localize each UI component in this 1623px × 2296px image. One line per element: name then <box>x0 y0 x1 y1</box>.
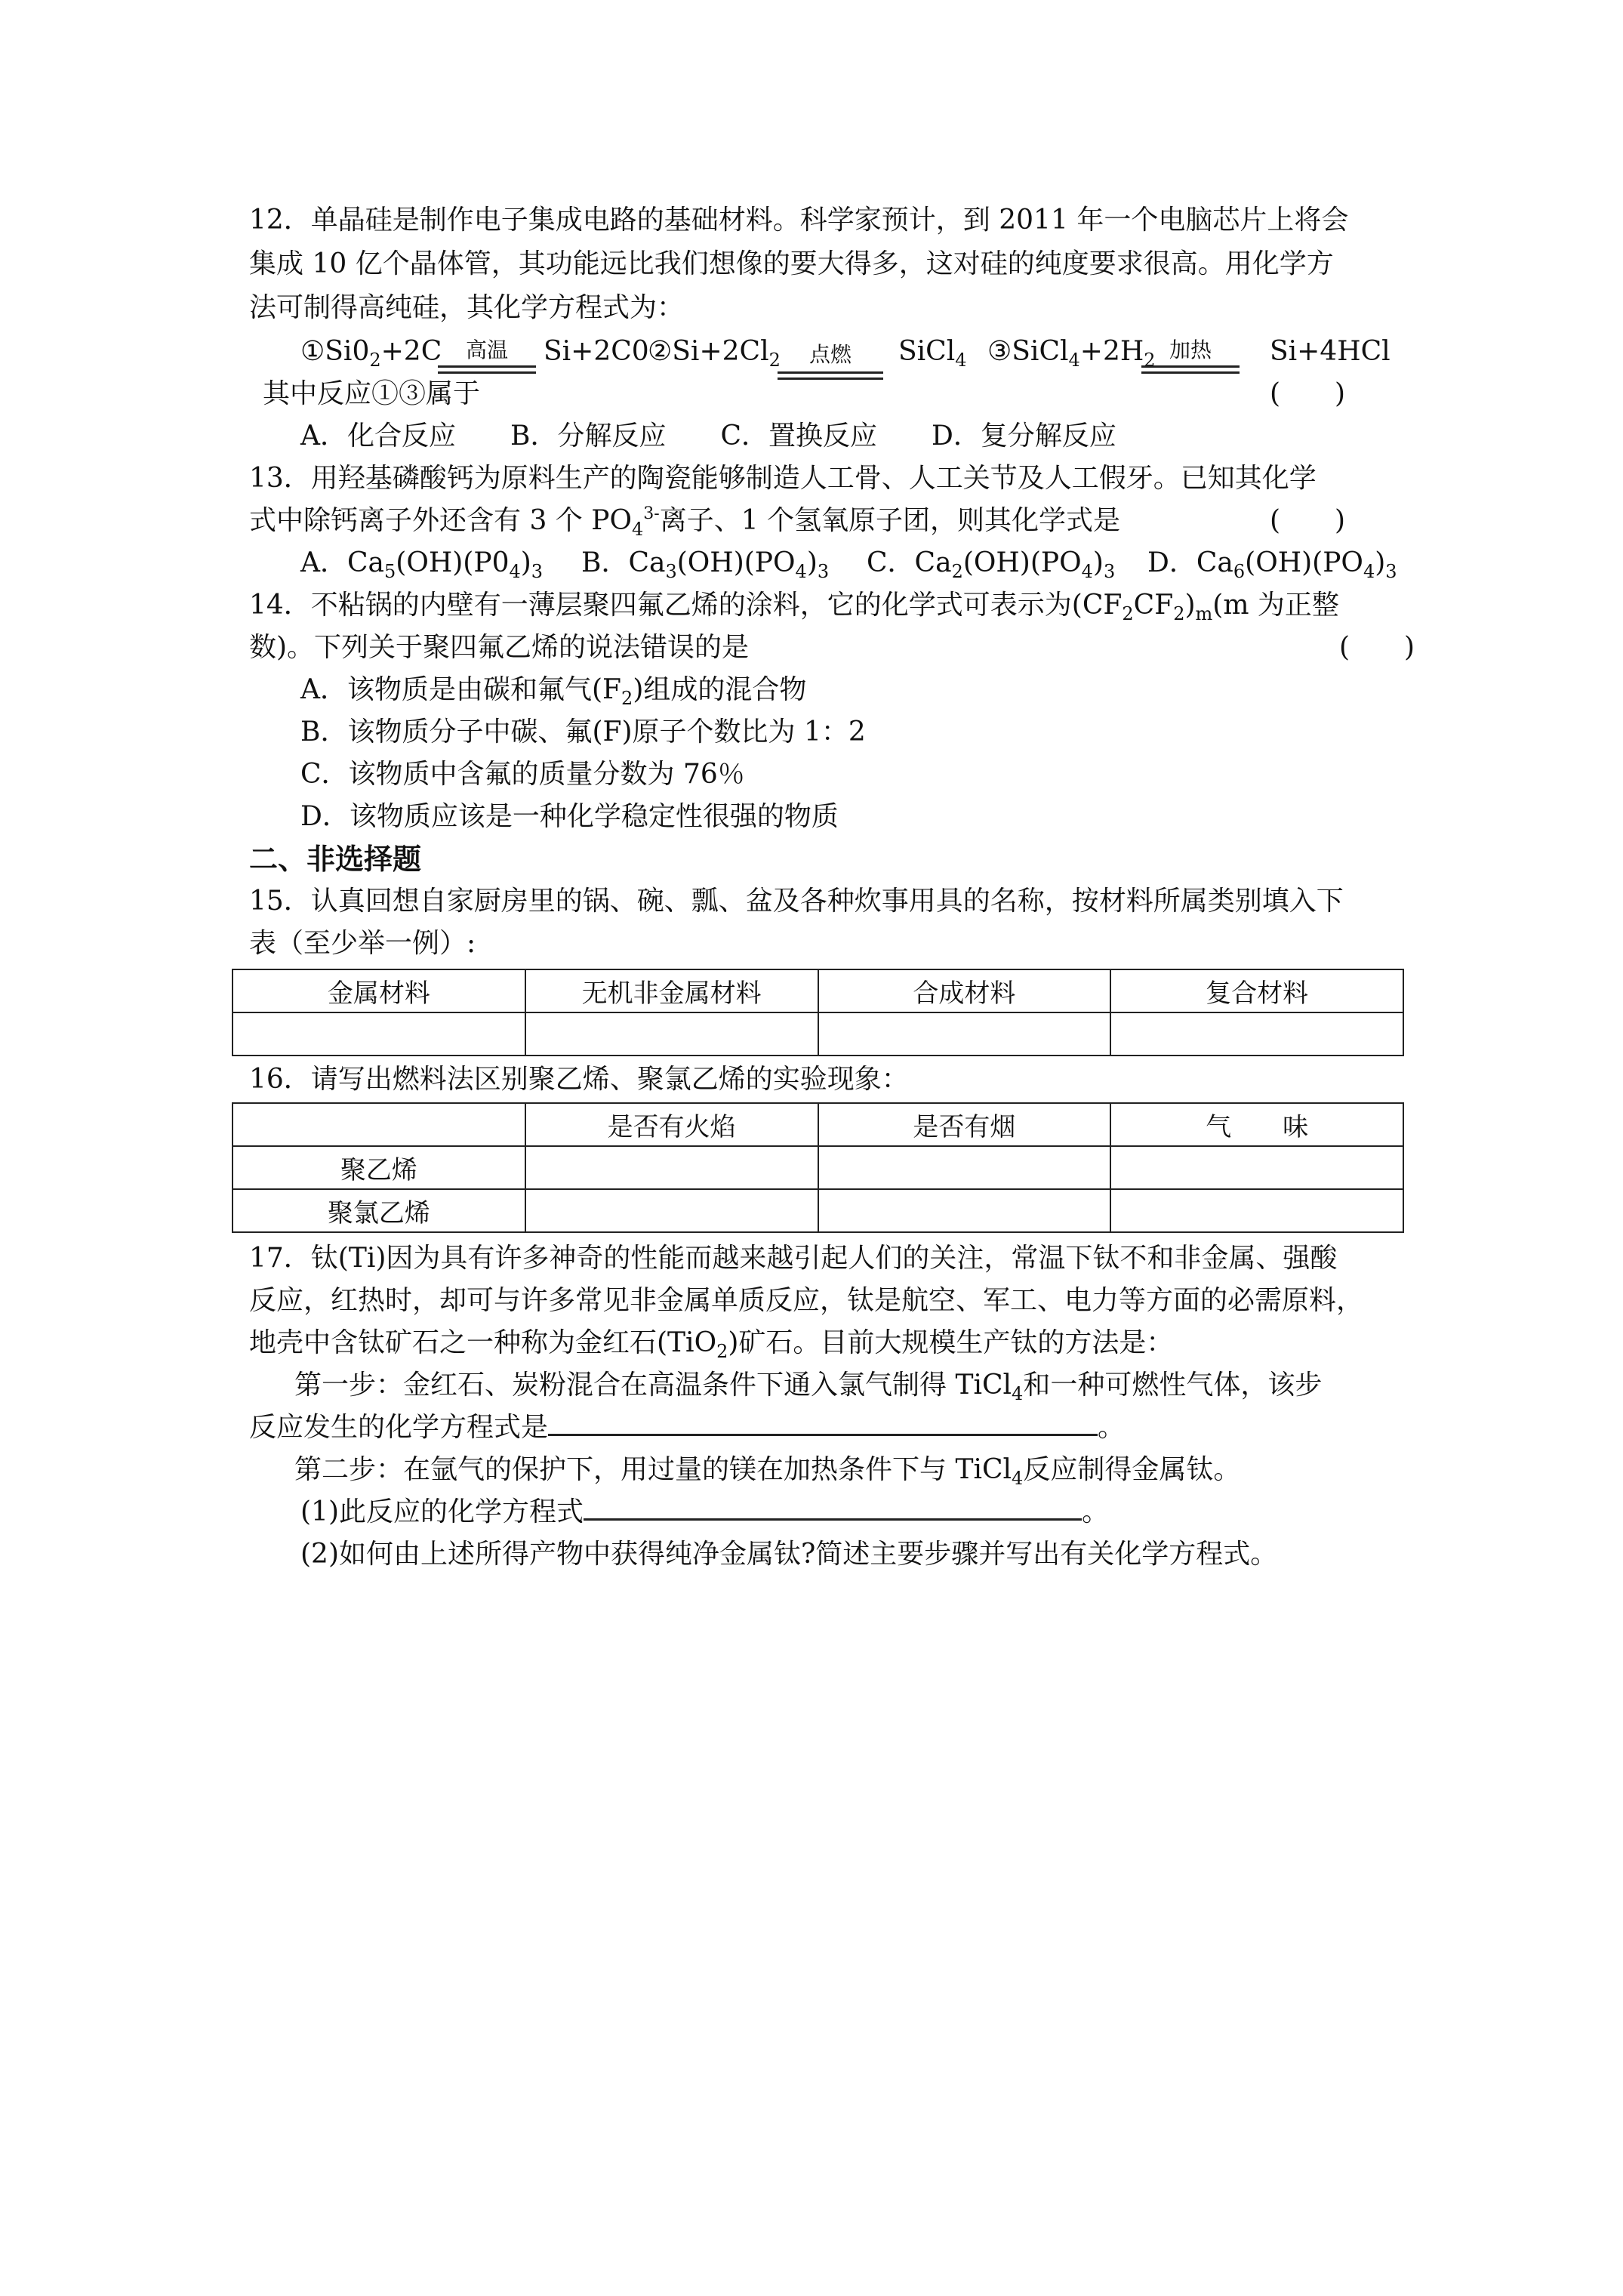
q12-eq3-condition: 加热 <box>1169 337 1212 362</box>
q12-eq1-sign <box>438 337 536 370</box>
q16-answer-cell[interactable] <box>818 1146 1111 1189</box>
q12-stem: 其中反应①③属于 <box>263 378 481 409</box>
q14-option-d: D．该物质应该是一种化学稳定性很强的物质 <box>300 801 839 832</box>
q15-answer-row <box>233 1012 1403 1056</box>
q12-line3: 法可制得高纯硅，其化学方程式为： <box>249 292 685 323</box>
q17-line2: 反应，红热时，却可与许多常见非金属单质反应，钛是航空、军工、电力等方面的必需原料， <box>249 1285 1364 1316</box>
q12-answer-paren: ( ) <box>1270 378 1346 409</box>
q17-step1: 第一步：金红石、炭粉混合在高温条件下通入氯气制得 TiCl$_4$和一种可燃性气体，该步 <box>294 1370 1323 1404</box>
q17-line1: 17．钛(Ti)因为具有许多神奇的性能而越来越引起人们的关注，常温下钛不和非金属、强酸 <box>249 1243 1338 1274</box>
q15-answer-cell[interactable] <box>233 1012 525 1056</box>
q17-line3: 地壳中含钛矿石之一种称为金红石(TiO$_2$)矿石。目前大规模生产钛的方法是： <box>249 1327 1174 1362</box>
q16-row-label: 聚氯乙烯 <box>233 1189 525 1232</box>
q16-header-row <box>233 1103 1403 1146</box>
q16-row <box>233 1146 1403 1189</box>
q12-eq3-right: Si+4HCl <box>1270 336 1390 367</box>
q15-header-cell: 合成材料 <box>818 969 1111 1012</box>
q14-option-c: C．该物质中含氟的质量分数为 76％ <box>300 759 745 790</box>
q16-header-cell: 是否有烟 <box>818 1103 1111 1146</box>
q16-phenomena-table <box>232 1102 1404 1233</box>
q12-eq2-sign <box>778 341 883 374</box>
q12-eq1-right: Si+2C0 <box>544 336 649 367</box>
q16-answer-cell[interactable] <box>525 1146 818 1189</box>
q15-header-cell: 金属材料 <box>233 969 525 1012</box>
q15-header-cell: 复合材料 <box>1110 969 1403 1012</box>
q15-materials-table <box>232 969 1404 1056</box>
q16-answer-cell[interactable] <box>1110 1189 1403 1232</box>
q15-line1: 15．认真回想自家厨房里的锅、碗、瓢、盆及各种炊事用具的名称，按材料所属类别填入下 <box>249 886 1344 917</box>
q12-eq1-condition: 高温 <box>465 337 508 362</box>
q14-option-a: A．该物质是由碳和氟气$(F_2)$组成的混合物 <box>300 674 807 709</box>
q15-line2: 表（至少举一例）: <box>249 928 476 959</box>
q15-answer-cell[interactable] <box>525 1012 818 1056</box>
q16-header-cell: 气 味 <box>1110 1103 1403 1146</box>
q14-line2: 数)。下列关于聚四氟乙烯的说法错误的是 <box>249 632 750 663</box>
q17-step1-blank[interactable] <box>548 1411 1098 1436</box>
q13-option-d: D．$Ca_6(OH)(PO_4)_3$ <box>1147 547 1397 582</box>
q16-answer-cell[interactable] <box>525 1189 818 1232</box>
q17-sub1: (1)此反应的化学方程式 。 <box>300 1496 1110 1527</box>
q12-eq2-left: $②Si+2Cl_2$ <box>648 336 781 371</box>
q14-line1: 14．不粘锅的内壁有一薄层聚四氟乙烯的涂料，它的化学式可表示为$(CF_2CF_2)_m(m$ 为正整 <box>249 590 1339 624</box>
q12-eq3-left: $③SiCl_4+2H_2$ <box>987 336 1156 371</box>
q13-option-b: B．$Ca_3(OH)(PO_4)_3$ <box>581 547 830 582</box>
q12-eq3-sign <box>1141 337 1240 370</box>
q15-answer-cell[interactable] <box>818 1012 1111 1056</box>
q17-sub2: (2)如何由上述所得产物中获得纯净金属钛?简述主要步骤并写出有关化学方程式。 <box>300 1539 1278 1570</box>
q12-eq2-condition: 点燃 <box>808 342 852 367</box>
q16-header-cell <box>233 1103 525 1146</box>
q14-option-b: B．该物质分子中碳、氟(F)原子个数比为 1：2 <box>300 717 866 747</box>
q17-sub1-blank[interactable] <box>584 1496 1082 1521</box>
q13-line1: 13．用羟基磷酸钙为原料生产的陶瓷能够制造人工骨、人工关节及人工假牙。已知其化学 <box>249 463 1317 494</box>
q16-row <box>233 1189 1403 1232</box>
q16-row-label: 聚乙烯 <box>233 1146 525 1189</box>
q13-line2: 式中除钙离子外还含有 3 个 $PO_4^{3-}$离子、1 个氢氧原子团，则其化学式是 <box>249 504 1121 540</box>
q16-header-cell: 是否有火焰 <box>525 1103 818 1146</box>
q12-eq1-left: $①Si0_2+2C$ <box>300 336 442 371</box>
q12-eq2-right: SiCl$_4$ <box>898 336 967 371</box>
q15-answer-cell[interactable] <box>1110 1012 1403 1056</box>
q17-step1-answer-line: 反应发生的化学方程式是 。 <box>249 1412 1126 1443</box>
q13-option-c: C．$Ca_2(OH)(PO_4)_3$ <box>867 547 1116 582</box>
q16-answer-cell[interactable] <box>818 1189 1111 1232</box>
q15-header-row <box>233 969 1403 1012</box>
q16-answer-cell[interactable] <box>1110 1146 1403 1189</box>
q13-option-a: A．$Ca_5(OH)(P0_4)_3$ <box>300 547 544 582</box>
q12-line2: 集成 10 亿个晶体管，其功能远比我们想像的要大得多，这对硅的纯度要求很高。用化学方 <box>249 248 1334 279</box>
q16-line1: 16．请写出燃料法区别聚乙烯、聚氯乙烯的实验现象： <box>249 1064 909 1095</box>
q17-step2: 第二步：在氩气的保护下，用过量的镁在加热条件下与 TiCl$_4$反应制得金属钛。 <box>294 1454 1241 1489</box>
q14-answer-paren: ( ) <box>1339 632 1415 663</box>
q12-line1: 12．单晶硅是制作电子集成电路的基础材料。科学家预计，到 2011 年一个电脑芯片上将会 <box>249 205 1349 236</box>
q15-header-cell: 无机非金属材料 <box>525 969 818 1012</box>
section-heading: 二、非选择题 <box>249 842 422 876</box>
q12-options: A．化合反应 B．分解反应 C．置换反应 D．复分解反应 <box>300 421 1116 451</box>
q13-answer-paren: ( ) <box>1270 505 1346 536</box>
